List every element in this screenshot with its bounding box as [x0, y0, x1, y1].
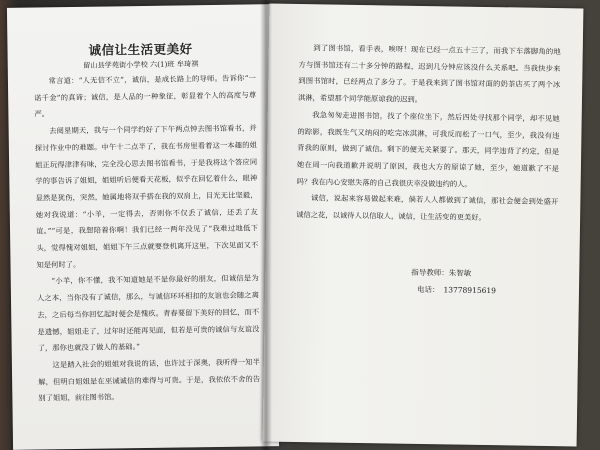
right-page: [263, 4, 584, 447]
essay-title: 诚信让生活更美好: [88, 41, 193, 58]
right-page-body: [296, 40, 561, 228]
teacher-label: 指导教师：: [411, 267, 449, 278]
paragraph: 到了图书馆，看手表，唉呀！现在已经一点五十三了，而我下车落脚角的地方与图书馆还有二十多分钟的路程，迟到几分钟应该没什么关系吧。当我快步来到图书馆时，已经两点了多分了。于是我来到了图书馆对面的奶茶店买了两个冰淇淋，希望那个同学能原谅我的迟到。: [297, 43, 561, 105]
paragraph: “小羊，你不懂，我不知道她是不是你最好的朋友，但诚信是为人之本，当你没有了诚信，那么，与诚信环环相扣的友谊也会随之离去，之后每当你回忆起时便会是愧疚。青春要留下美好的回忆，而不是遗憾，姐姐走了，过年时还能再见面，但若是可贵的诚信与友谊没了，那你也就没了做人的基础。”: [36, 273, 260, 353]
paragraph: 去阅星期天，我与一个同学约好了下午两点钟去图书馆看书，并探讨作业中的难题。中午十二点半了，我在书房里看着这一本趣的姐姐正玩得津津有味，完全没心思去图书馆看书，于是我将这个答应同学的事告诉了姐姐，姐姐听后便看天花板，似乎在回忆着什么，眼神显然是犹伤，突然，她属地将双手搭在我的双肩上，目光无比坚毅，她对我说道：“小羊，一定得去，否则你不仅丢了诚信，还丢了友谊。”“可是，我想陪着你啊！我们已经一两年没见了”我难过地低下头，觉得愧对姐姐，姐姐下午三点就要登机离开这里，下次见面又不知是何时了。: [34, 123, 259, 270]
essay-author: 留山县学苑街小学校 六(1)班 牟琦祺: [82, 59, 199, 70]
left-page: [7, 4, 279, 450]
paragraph: 常言道：“人无信不立”，诚信，是成长路上的导师。告诉你“一诺千金”的真谛；诚信，是人品的一种象征，彰显着个人的高度与尊严。: [34, 73, 257, 119]
teacher-line: [411, 264, 471, 282]
phone-label: 电话：: [416, 284, 440, 295]
page-fold-shadow: [260, 0, 272, 450]
paragraph: 这是踏入社会的姐姐对我说的话，也许过于深奥，我听得一知半解，但明白姐姐是在巫诫诚信的难得与可贵。于是，我依依不舍的告别了姐姐，前往图书馆。: [38, 357, 261, 403]
phone-number: 13778915619: [443, 285, 497, 296]
phone-line: [417, 281, 496, 299]
paragraph: 我急匆匆走进图书馆，找了个座位坐下，然后四处寻找那个同学，却不见她的踪影，我既生气又纳闷的吃完冰淇淋，可我反而松了一口气，至少，我没有违背我的原则，做到了诚信。剩下的便无关紧要了。那天，同学违背了约定，但是她在周一向我道歉并说明了原因，我也大方的原谅了她，至少，她道歉了不是吗？我在内心安慰失落的自己我很庆幸没做违约的人。: [296, 110, 560, 189]
paragraph: 诚信，说起来容易做起来难，倘若人人都做到了诚信，那社会便会到处盛开诚信之花，以诚待人以信取人，诚信，让生活变的更美好。: [296, 193, 559, 223]
left-page-body: [34, 70, 261, 407]
teacher-name: 朱智敏: [448, 268, 472, 278]
